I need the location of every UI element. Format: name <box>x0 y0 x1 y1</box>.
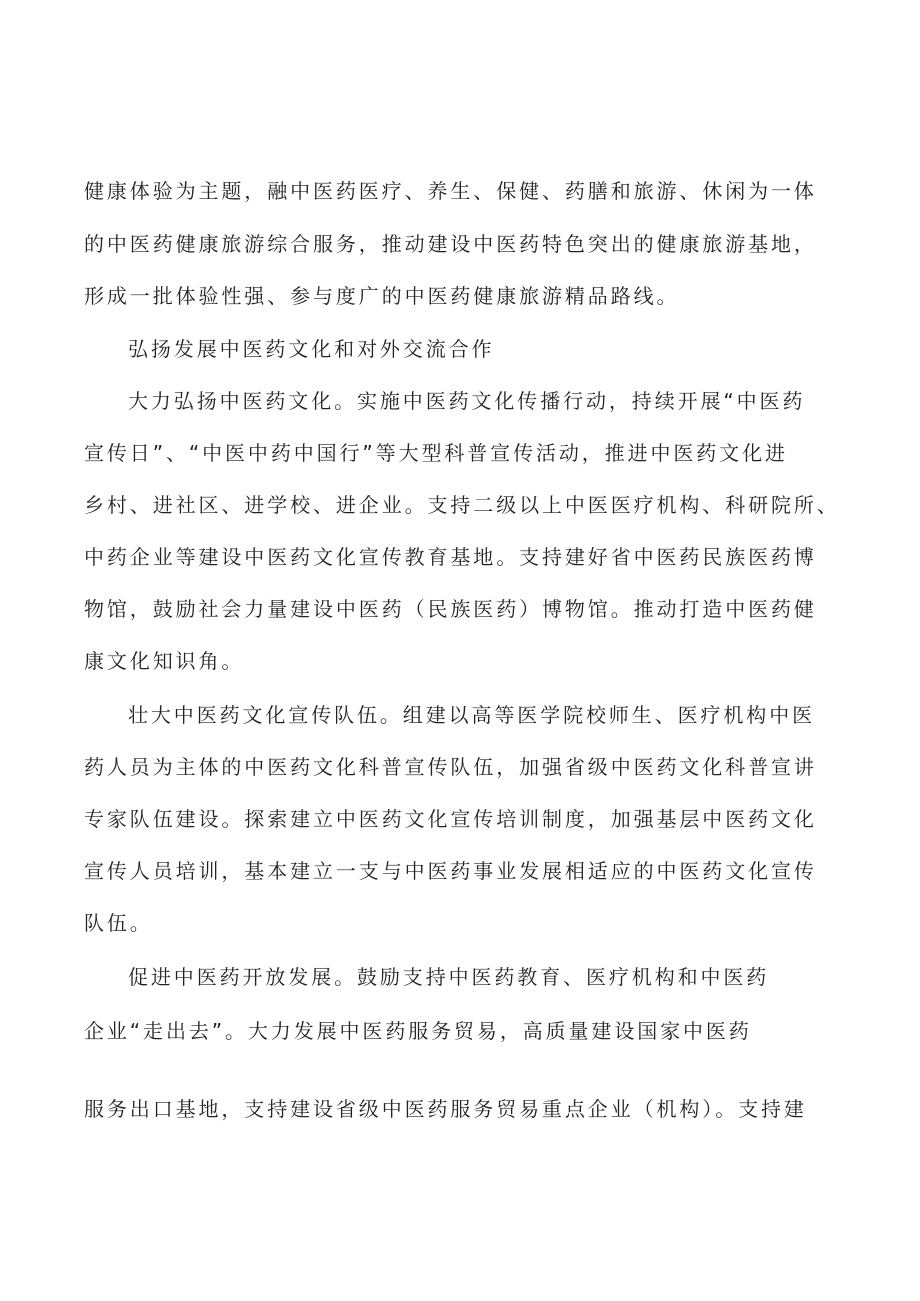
paragraph-4-line-3: 服务出口基地，支持建设省级中医药服务贸易重点企业（机构）。支持建 <box>84 1097 807 1121</box>
paragraph-4-line-1: 促进中医药开放发展。鼓励支持中医药教育、医疗机构和中医药 <box>128 965 770 989</box>
paragraph-3-line-5: 队伍。 <box>84 911 153 935</box>
paragraph-2-line-4: 中药企业等建设中医药文化宣传教育基地。支持建好省中医药民族医药博 <box>84 545 817 569</box>
paragraph-2-line-5: 物馆，鼓励社会力量建设中医药（民族医药）博物馆。推动打造中医药健 <box>84 597 817 621</box>
paragraph-1-line-2: 的中医药健康旅游综合服务，推动建设中医药特色突出的健康旅游基地， <box>84 232 817 256</box>
paragraph-2-line-6: 康文化知识角。 <box>84 649 245 673</box>
paragraph-4-line-2: 企业“走出去”。大力发展中医药服务贸易，高质量建设国家中医药 <box>84 1019 752 1043</box>
paragraph-3-line-3: 专家队伍建设。探索建立中医药文化宣传培训制度，加强基层中医药文化 <box>84 807 817 831</box>
paragraph-1-line-1: 健康体验为主题，融中医药医疗、养生、保健、药膳和旅游、休闲为一体 <box>84 179 817 203</box>
paragraph-2-line-1: 大力弘扬中医药文化。实施中医药文化传播行动，持续开展“中医药 <box>128 389 806 413</box>
paragraph-3-line-1: 壮大中医药文化宣传队伍。组建以高等医学院校师生、医疗机构中医 <box>128 703 815 727</box>
paragraph-2-line-2: 宣传日”、“中医中药中国行”等大型科普宣传活动，推进中医药文化进 <box>84 441 788 465</box>
paragraph-2-line-3: 乡村、进社区、进学校、进企业。支持二级以上中医医疗机构、科研院所、 <box>84 493 840 517</box>
paragraph-3-line-2: 药人员为主体的中医药文化科普宣传队伍，加强省级中医药文化科普宣讲 <box>84 755 817 779</box>
paragraph-3-line-4: 宣传人员培训，基本建立一支与中医药事业发展相适应的中医药文化宣传 <box>84 859 817 883</box>
section-heading: 弘扬发展中医药文化和对外交流合作 <box>128 337 495 361</box>
paragraph-1-line-3: 形成一批体验性强、参与度广的中医药健康旅游精品路线。 <box>84 284 680 308</box>
